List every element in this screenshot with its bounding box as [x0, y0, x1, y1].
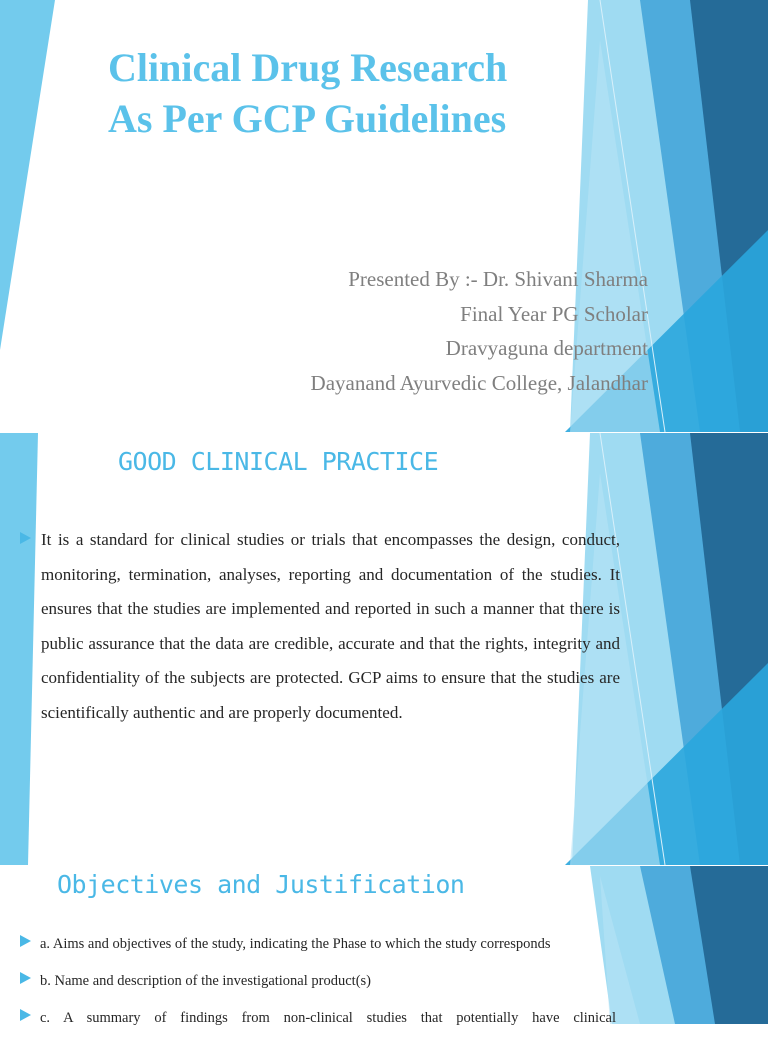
gcp-paragraph: It is a standard for clinical studies or trials that encompasses the design, conduct, monitoring, termination, analyses, reporting and documentation of the studies. It ensures that the studies are implemented and reported in such a manner that there is public assurance that the data are credible, accurate and that the rights, integrity and confidentiality of the subjects are protected. GCP aims to ensure that the studies are scientifically authentic and are properly documented.	[41, 530, 620, 722]
presenter-info	[311, 262, 648, 400]
title-slide	[0, 0, 768, 432]
presenter-department: Dravyaguna department	[445, 336, 648, 360]
gcp-heading: GOOD CLINICAL PRACTICE	[118, 447, 439, 476]
list-item	[20, 967, 616, 1004]
objectives-heading: Objectives and Justification	[57, 870, 465, 899]
presenter-name: Presented By :- Dr. Shivani Sharma	[348, 267, 648, 291]
title-line-1: Clinical Drug Research	[108, 45, 508, 90]
presenter-role: Final Year PG Scholar	[460, 301, 648, 326]
triangle-bullet-icon	[20, 1009, 31, 1021]
list-item	[20, 1004, 616, 1041]
presenter-college: Dayanand Ayurvedic College, Jalandhar	[310, 370, 648, 395]
objective-item-text: a. Aims and objectives of the study, indicating the Phase to which the study corresponds	[40, 936, 551, 952]
objective-item-text: b. Name and description of the investigational product(s)	[40, 973, 371, 989]
title-line-2: As Per GCP Guidelines	[108, 96, 507, 141]
triangle-bullet-icon	[20, 935, 31, 947]
triangle-bullet-icon	[20, 972, 31, 984]
triangle-bullet-icon	[20, 532, 31, 544]
gcp-bullet	[20, 523, 620, 731]
objective-item-text: c. A summary of findings from non-clinical studies that potentially have clinical	[40, 1010, 616, 1026]
presentation-title	[108, 42, 507, 144]
list-item	[20, 930, 616, 967]
objectives-list	[20, 930, 616, 1041]
